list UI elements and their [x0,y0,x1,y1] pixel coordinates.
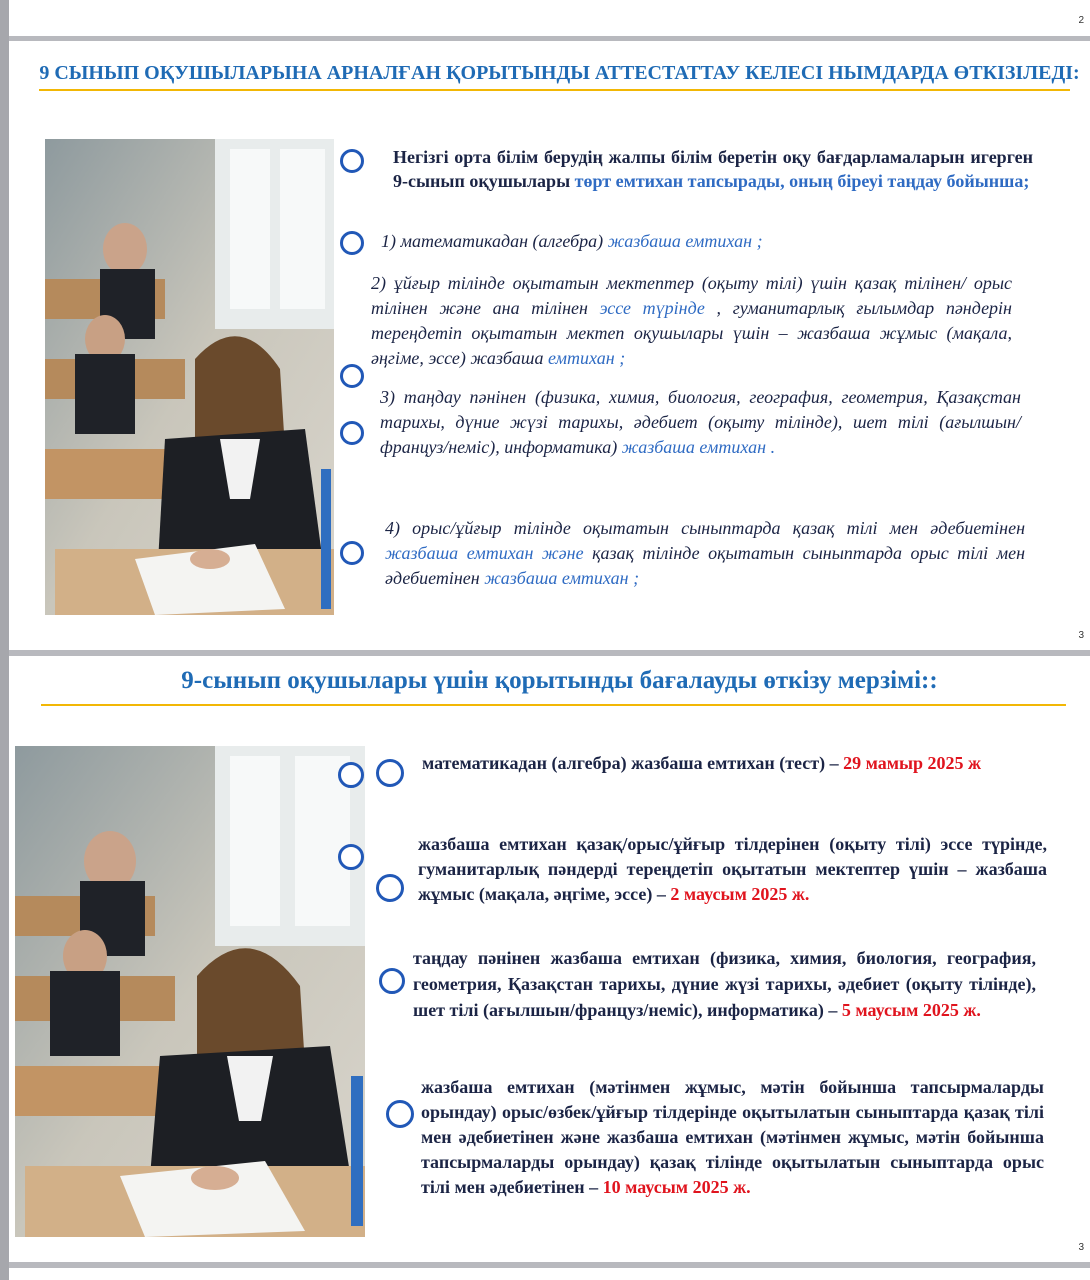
deadline-item-3-text: таңдау пәнінен жазбаша емтихан (физика, химия, биология, география, геометрия, Қазақстан тарихы, дүние жүзі тарихы, әдебиет (оқыту тілінде), шет тілі (ағылшын/француз/неміс), информатика) – [413,948,1036,1020]
slide-2-title: 9-сынып оқушылары үшін қорытынды бағалауды өткізу мерзімі:: [181,667,938,694]
slide-1-title: 9 СЫНЫП ОҚУШЫЛАРЫНА АРНАЛҒАН ҚОРЫТЫНДЫ АТТЕСТАТТАУ КЕЛЕСІ НЫМДАРДА ӨТКІЗІЛЕДІ: [39,62,1080,84]
item-3-text: 3) таңдау пәнінен (физика, химия, биология, география, геометрия, Қазақстан тарихы, дүние жүзі тарихы, әдебиет (оқыту тілінде), шет тілі (ағылшын/француз/неміс), информатика) [380,387,1021,457]
item-2-highlight-2: емтихан ; [548,348,626,368]
circle-bullet-icon [338,844,364,870]
item-1 [381,229,1021,253]
circle-bullet-icon [376,874,404,902]
item-2-text-1: 2) ұйғыр тілінде оқытатын мектептер (оқыту тілі) үшін қазақ тілінен/ орыс тілінен және ана тілінен [371,273,1012,318]
slide-2 [9,656,1090,1262]
page-number: 2 [1078,15,1084,26]
deadline-item-1 [422,751,1048,776]
circle-bullet-icon [386,1100,414,1128]
prev-page-strip [9,0,1090,36]
intro-paragraph [393,145,1033,193]
item-4-text-1: 4) орыс/ұйғыр тілінде оқытатын сыныптарда қазақ тілі мен әдебиетінен [385,518,1025,538]
circle-bullet-icon [340,231,364,255]
left-edge-bar [0,0,9,1280]
item-1-highlight: жазбаша емтихан ; [607,231,763,251]
circle-bullet-icon [379,968,405,994]
item-3-highlight: жазбаша емтихан . [621,437,776,457]
circle-bullet-icon [340,149,364,173]
deadline-item-3-date: 5 маусым 2025 ж. [841,1000,981,1020]
deadline-item-1-text: математикадан (алгебра) жазбаша емтихан (тест) – [422,753,844,773]
deadline-item-4 [421,1075,1044,1200]
exam-classroom-photo [45,139,334,615]
circle-bullet-icon [340,541,364,565]
item-2 [371,271,1012,371]
item-4-highlight-1: жазбаша емтихан және [385,543,584,563]
item-4 [385,516,1025,591]
circle-bullet-icon [338,762,364,788]
item-4-highlight-2: жазбаша емтихан ; [484,568,640,588]
circle-bullet-icon [340,421,364,445]
item-3 [380,385,1021,460]
item-2-highlight-1: эссе түрінде [599,298,705,318]
deadline-item-3 [413,945,1036,1023]
intro-text: Негізгі орта білім берудің жалпы білім беретін оқу бағдарламаларын игерген 9-сынып оқушылары [393,147,1033,191]
title-underline [39,89,1070,91]
page-number: 3 [1078,1242,1084,1253]
item-2-text-2: , гуманитарлық ғылымдар пәндерін тереңдетіп оқытатын мектеп оқушылары үшін – жазбаша жұмыс (мақала, әңгіме, эссе) жазбаша [371,298,1012,368]
deadline-item-4-text: жазбаша емтихан (мәтінмен жұмыс, мәтін бойынша тапсырмаларды орындау) орыс/өзбек/ұйғыр тілдерінде оқытылатын сыныптарда қазақ тілі мен әдебиетінен және жазбаша емтихан (мәтінмен жұмыс, мәтін бойынша тапсырмаларды орындау) қазақ тілінде оқытылатын сыныптарда орыс тілі мен әдебиетінен – [421,1077,1044,1197]
deadline-item-1-date: 29 мамыр 2025 ж [843,753,982,773]
item-4-text-2: қазақ тілінде оқытатын сыныптарда орыс тілі мен әдебиетінен [385,543,1026,588]
slide-1 [9,41,1090,650]
page-number: 3 [1078,630,1084,641]
title-underline [41,704,1066,706]
deadline-item-4-date: 10 маусым 2025 ж. [602,1177,751,1197]
next-page-strip [9,1268,1090,1280]
deadline-item-2 [418,832,1047,907]
exam-classroom-photo [15,746,365,1237]
deadline-item-2-text: жазбаша емтихан қазақ/орыс/ұйғыр тілдерінен (оқыту тілі) эссе түрінде, гуманитарлық пәндерді тереңдетіп оқытатын мектептер үшін – жазбаша жұмыс (мақала, әңгіме, эссе) – [418,834,1047,904]
intro-highlight: төрт емтихан тапсырады, оның біреуі таңдау бойынша; [574,171,1030,191]
item-1-text: 1) математикадан (алгебра) [381,231,608,251]
deadline-item-2-date: 2 маусым 2025 ж. [670,884,810,904]
circle-bullet-icon [340,364,364,388]
circle-bullet-icon [376,759,404,787]
